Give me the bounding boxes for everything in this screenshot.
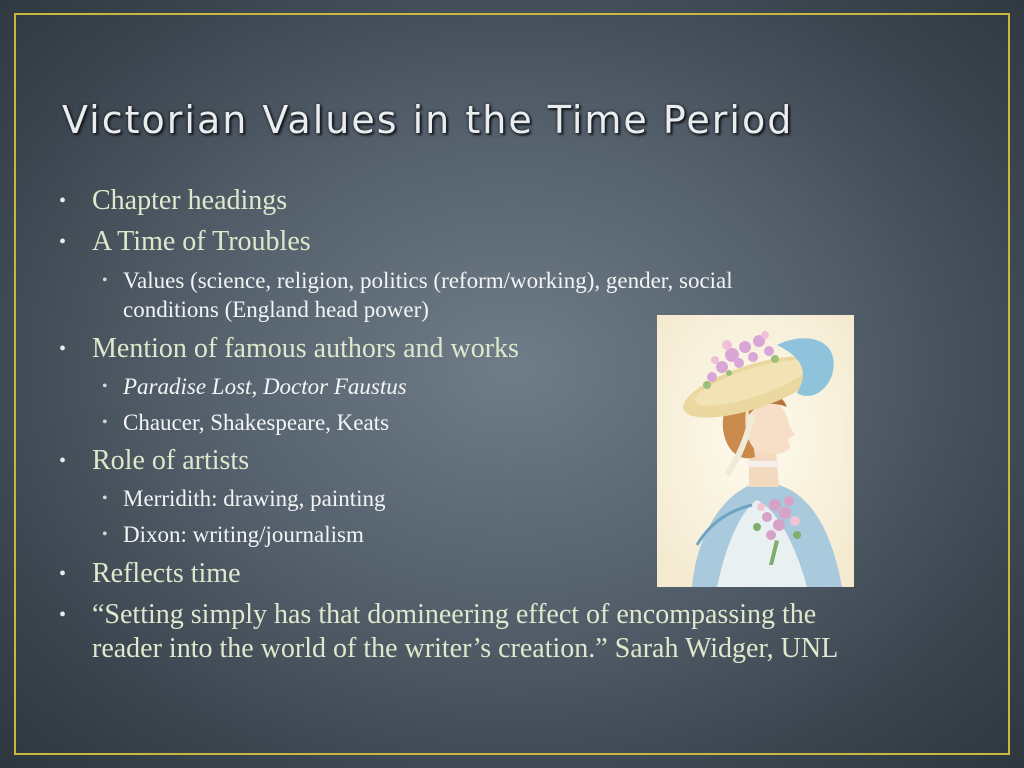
- bullet-dot-icon: •: [59, 450, 67, 472]
- sub-bullet-merridith: • Merridith: drawing, painting: [102, 486, 386, 511]
- sub-bullet-dot-icon: •: [102, 490, 108, 507]
- sub-bullet-dot-icon: •: [102, 378, 108, 395]
- bullet-dot-icon: •: [59, 604, 67, 626]
- bullet-dot-icon: •: [59, 338, 67, 360]
- bullet-dot-icon: •: [59, 231, 67, 253]
- sub-bullet-dot-icon: •: [102, 272, 108, 289]
- bullet-time-of-troubles: • A Time of Troubles: [59, 226, 311, 257]
- bullet-dot-icon: •: [59, 190, 67, 212]
- sub-bullet-dixon: • Dixon: writing/journalism: [102, 522, 364, 547]
- sub-bullet-works: • Paradise Lost, Doctor Faustus: [102, 374, 407, 399]
- victorian-lady-icon: [657, 315, 854, 587]
- slide-title: Victorian Values in the Time Period: [62, 98, 794, 142]
- sub-bullet-values: • Values (science, religion, politics (reform/working), gender, social conditions (England head power): [102, 268, 733, 322]
- sub-bullet-dot-icon: •: [102, 414, 108, 431]
- bullet-quote: • “Setting simply has that domineering effect of encompassing the reader into the world of the writer’s creation.” Sarah Widger, UNL: [59, 599, 839, 664]
- sub-bullet-authors: • Chaucer, Shakespeare, Keats: [102, 410, 390, 435]
- bullet-famous-authors: • Mention of famous authors and works: [59, 333, 519, 364]
- bullet-chapter-headings: • Chapter headings: [59, 185, 288, 216]
- sub-bullet-dot-icon: •: [102, 526, 108, 543]
- bullet-dot-icon: •: [59, 563, 67, 585]
- bullet-role-of-artists: • Role of artists: [59, 445, 250, 476]
- victorian-lady-illustration: [657, 315, 854, 587]
- bullet-reflects-time: • Reflects time: [59, 558, 241, 589]
